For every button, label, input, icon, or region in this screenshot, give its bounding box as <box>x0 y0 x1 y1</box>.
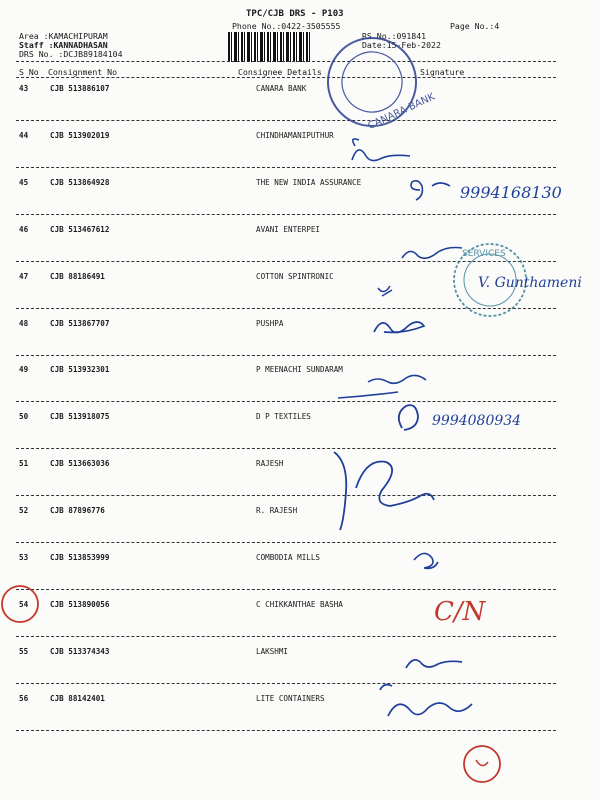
red-circle-bottom <box>464 746 500 782</box>
signature-row44 <box>352 139 410 161</box>
col-signature: Signature <box>420 67 465 77</box>
row-consignment: CJB 88186491 <box>50 271 105 281</box>
row-consignment: CJB 513890056 <box>50 599 110 609</box>
handwritten-phone-2: 9994080934 <box>432 413 522 429</box>
row-consignment: CJB 513867707 <box>50 318 110 328</box>
signature-row56 <box>380 685 472 716</box>
mark-row47 <box>378 286 392 296</box>
staff-label: Staff :KANNADHASAN <box>19 40 108 50</box>
row-consignee: D P TEXTILES <box>256 412 311 422</box>
row-sno: 47 <box>19 271 29 281</box>
row-consignee: LITE CONTAINERS <box>256 693 325 703</box>
svg-text:CANARA BANK: CANARA BANK <box>366 91 437 133</box>
row-consignment: CJB 513918075 <box>50 412 110 422</box>
row-consignment: CJB 513902019 <box>50 130 110 140</box>
row-sno: 44 <box>19 130 29 140</box>
row-consignment: CJB 513932301 <box>50 365 110 375</box>
row-consignment: CJB 513853999 <box>50 553 110 562</box>
row-consignee: CHINDHAMANIPUTHUR <box>256 130 334 140</box>
row-consignee: CANARA BANK <box>256 84 307 93</box>
svg-text:SERVICES: SERVICES <box>462 249 506 259</box>
row-consignee: COMBODIA MILLS <box>256 553 321 562</box>
cn-mark: C/N <box>434 597 486 627</box>
row-sno: 51 <box>19 459 29 469</box>
col-sno: S No <box>19 67 39 77</box>
date-label: Date:15-Feb-2022 <box>362 40 441 50</box>
row-consignee: THE NEW INDIA ASSURANCE <box>256 177 362 187</box>
drs-number: DRS No. :DCJB89184104 <box>19 49 123 59</box>
row-consignment: CJB 513886107 <box>50 84 110 93</box>
row-sno: 46 <box>19 224 29 234</box>
row-sno: 43 <box>19 84 29 93</box>
row-consignee: P MEENACHI SUNDARAM <box>256 365 343 375</box>
red-circle-row54 <box>2 586 38 622</box>
row-sno: 48 <box>19 318 29 328</box>
row-sno: 49 <box>19 365 29 375</box>
row-consignment: CJB 88142401 <box>50 693 105 703</box>
row-consignee: COTTON SPINTRONIC <box>256 271 334 281</box>
row-consignee: LAKSHMI <box>256 646 289 656</box>
handwritten-phone: 9994168130 <box>460 183 562 202</box>
row-consignment: CJB 87896776 <box>50 506 105 516</box>
canara-bank-stamp <box>314 21 438 142</box>
col-consignment: Consignment No <box>48 67 118 77</box>
signature-row46 <box>402 248 462 259</box>
signature-row53 <box>414 553 438 568</box>
page-number: Page No.:4 <box>450 21 500 31</box>
row-consignment: CJB 513467612 <box>50 224 110 234</box>
row-consignment: CJB 513663036 <box>50 459 110 469</box>
signature-row50 <box>399 405 418 430</box>
row-sno: 56 <box>19 693 29 703</box>
row-consignee: RAJESH <box>256 459 284 469</box>
signature-row45 <box>411 181 450 200</box>
row-consignee: R. RAJESH <box>256 506 298 516</box>
handwritten-name: V. Gunthameni <box>478 275 582 291</box>
row-sno: 53 <box>19 553 29 562</box>
row-consignment: CJB 513864928 <box>50 177 110 187</box>
row-sno: 54 <box>19 599 29 609</box>
signature-row48 <box>374 322 424 333</box>
signature-row51-52 <box>334 452 434 530</box>
row-consignee: PUSHPA <box>256 318 284 328</box>
signature-row49 <box>338 375 426 398</box>
row-consignee: C CHIKKANTHAE BASHA <box>256 599 343 609</box>
area-label: Area :KAMACHIPURAM <box>19 31 108 41</box>
row-sno: 45 <box>19 177 29 187</box>
document-title: TPC/CJB DRS - P103 <box>246 9 344 19</box>
row-consignee: AVANI ENTERPEI <box>256 224 321 234</box>
rs-number: RS No.:091841 <box>362 31 427 41</box>
signature-row55 <box>406 660 462 668</box>
phone-number: Phone No.:0422-3505555 <box>232 21 341 31</box>
row-sno: 50 <box>19 412 29 422</box>
row-consignment: CJB 513374343 <box>50 646 110 656</box>
row-sno: 52 <box>19 506 29 516</box>
row-sno: 55 <box>19 646 29 656</box>
col-consignee: Consignee Details <box>238 67 322 77</box>
